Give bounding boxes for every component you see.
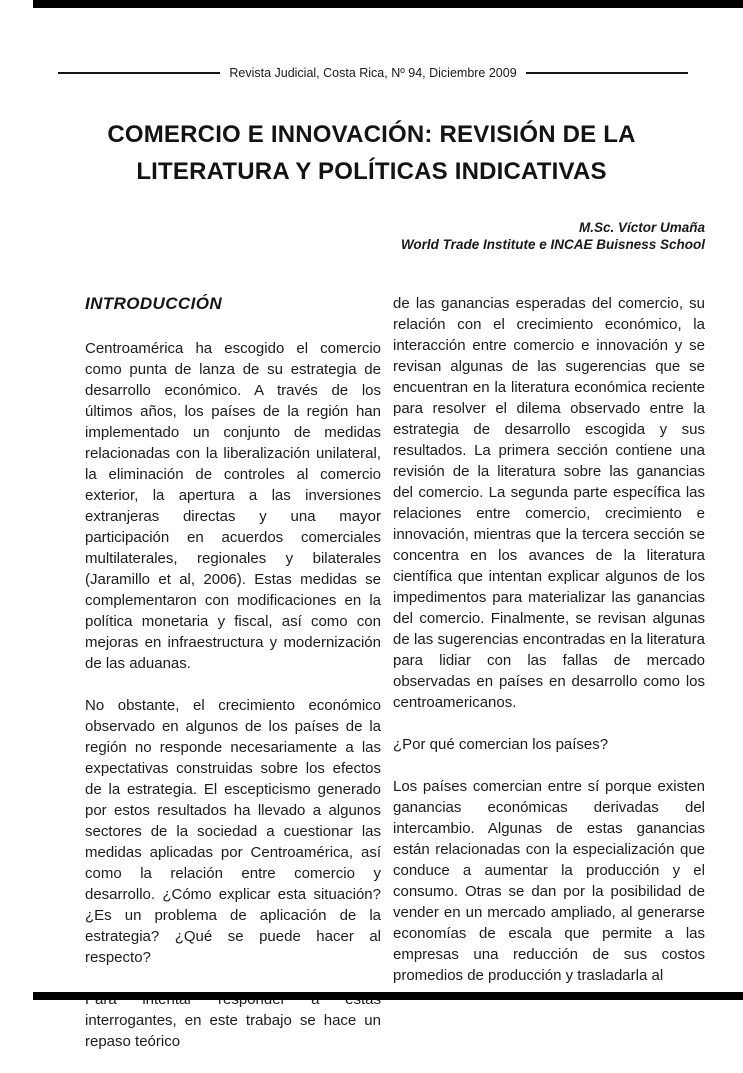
body-paragraph: Los países comercian entre sí porque existen ganancias económicas derivadas del intercambio. Algunas de estas ganancias están relacionadas con la especialización que conduce a aumentar la producción y el consumo. Otras se dan por la posibilidad de vender en un mercado ampliado, al generarse economías de escala que permite a las empresas una reducción de sus costos promedios de producción y trasladarla al: [393, 778, 705, 984]
article-title-line-2: LITERATURA Y POLÍTICAS INDICATIVAS: [136, 158, 607, 185]
introduction-heading: INTRODUCCIÓN: [85, 294, 223, 313]
right-column: [393, 293, 705, 1073]
body-paragraph: de las ganancias esperadas del comercio, su relación con el crecimiento económico, la interacción entre comercio e innovación y se revisan algunas de las sugerencias que se encuentran en la literatura económica reciente para resolver el dilema observado entre la estrategia de desarrollo escogida y sus resultados. La primera sección contiene una revisión de la literatura sobre las ganancias del comercio. La segunda parte específica las relaciones entre comercio, crecimiento e innovación, mientras que la tercera sección se concentra en los avances de la literatura científica que intentan explicar algunos de los impedimentos para materializar las ganancias del comercio. Finalmente, se revisan algunas de las sugerencias encontradas en la literatura para lidiar con las fallas de mercado observadas en países en desarrollo como los centroamericanos.: [393, 295, 705, 711]
article-title-line-1: COMERCIO E INNOVACIÓN: REVISIÓN DE LA: [107, 121, 636, 148]
section-question: ¿Por qué comercian los países?: [393, 736, 609, 753]
author-name: M.Sc. Víctor Umaña: [578, 220, 705, 235]
left-column: [85, 293, 381, 1073]
scan-artifact-top-bar: [33, 0, 743, 8]
header-rule-right: [526, 72, 688, 74]
scan-artifact-bottom-bar: [33, 992, 743, 1000]
header-rule-left: [58, 72, 220, 74]
author-affiliation: World Trade Institute e INCAE Buisness School: [400, 237, 705, 252]
body-columns: [85, 293, 705, 1073]
body-paragraph: No obstante, el crecimiento económico observado en algunos de los países de la región no responde necesariamente a las expectativas construidas sobre los efectos de la estrategia. El escepticismo generado por estos resultados ha llevado a algunos sectores de la sociedad a cuestionar las medidas aplicadas por Centroamérica, así como la relación entre comercio y desarrollo. ¿Cómo explicar esta situación? ¿Es un problema de aplicación de la estrategia? ¿Qué se puede hacer al respecto?: [85, 697, 381, 966]
journal-title-text: Revista Judicial, Costa Rica, Nº 94, Diciembre 2009: [229, 66, 517, 80]
author-block: [401, 219, 705, 253]
body-paragraph: Centroamérica ha escogido el comercio como punta de lanza de su estrategia de desarrollo económico. A través de los últimos años, los países de la región han implementado un conjunto de medidas relacionadas con la liberalización unilateral, la eliminación de controles al comercio exterior, la apertura a las inversiones extranjeras directas y una mayor participación en acuerdos comerciales multilaterales, regionales y bilaterales (Jaramillo et al, 2006). Estas medidas se complementaron con modificaciones en la política monetaria y fiscal, así como con mejoras en infraestructura y modernización de las aduanas.: [85, 340, 381, 672]
body-paragraph: interrogantes, en este trabajo se hace un repaso teórico: [85, 1012, 381, 1050]
article-title: [0, 116, 743, 190]
journal-header: [58, 64, 688, 82]
